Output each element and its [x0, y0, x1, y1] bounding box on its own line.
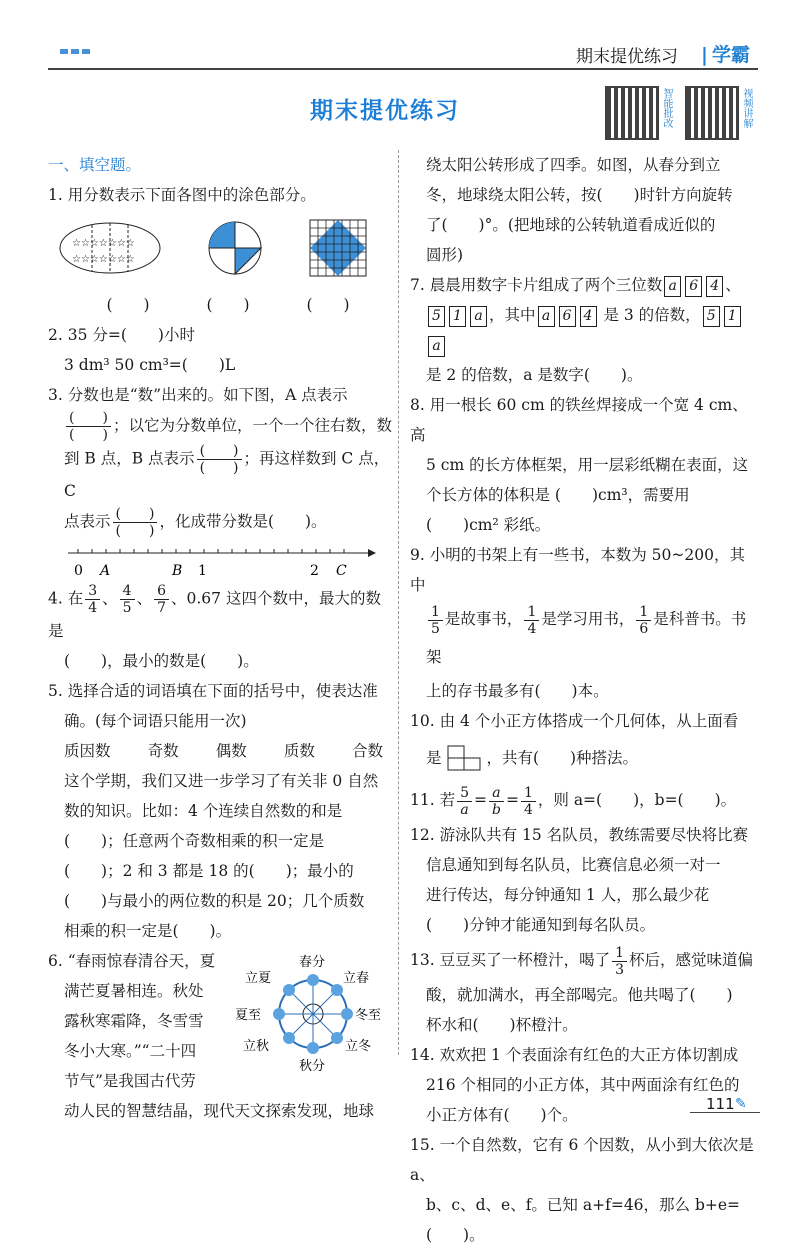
term-label: 立夏: [245, 971, 272, 986]
q12-line4: ( )分钟才能通知到每名队员。: [426, 916, 656, 934]
q9-text2: 是学习用书，: [541, 610, 635, 628]
term-label: 立春: [343, 971, 370, 986]
term-label: 立冬: [345, 1039, 372, 1054]
digit-card: a: [664, 276, 681, 297]
number-line: [48, 543, 393, 583]
digit-card: 5: [428, 306, 445, 327]
qr-code-video[interactable]: [685, 86, 739, 140]
digit-card: 4: [580, 306, 597, 327]
term-label: 秋分: [299, 1059, 326, 1074]
term-label: 夏至: [235, 1008, 262, 1023]
q3-blank-fraction[interactable]: $\frac{( )}{( )}$: [113, 506, 158, 539]
q4-line1a: 4. 在: [48, 589, 84, 608]
q5-line6: ( )；2 和 3 都是 18 的( )；最小的: [64, 862, 354, 880]
star-marks: ☆☆☆☆☆☆☆: [72, 238, 135, 249]
q1-figures: [48, 210, 393, 290]
q15-line2: b、c、d、e、f。已知 a+f=46，那么 b+e=( )。: [426, 1196, 741, 1244]
q5-line8: 相乘的积一定是( )。: [64, 922, 232, 940]
q14-line2: 216 个相同的小正方体，其中两面涂有红色的: [426, 1076, 740, 1094]
q13-line2: 酸，就加满水，再全部喝完。他共喝了( ): [426, 986, 733, 1004]
term-label: 冬至: [355, 1008, 382, 1023]
fraction: $\frac{3}{4}$: [85, 583, 100, 616]
q8-line3: 个长方体的体积是 ( )cm³，需要用: [426, 486, 690, 504]
digit-card: 6: [685, 276, 702, 297]
q3-line4a: 点表示: [64, 512, 111, 531]
page-title: 期末提优练习: [310, 98, 460, 124]
header-rule: [48, 68, 758, 70]
fraction: $\frac{a}{b}$: [489, 785, 504, 818]
q15-line1: 15. 一个自然数，它有 6 个因数，从小到大依次是 a、: [410, 1136, 754, 1184]
q11-text-b: ，则 a=( )，b=( )。: [537, 791, 737, 809]
top-view-shape: [446, 744, 486, 774]
star-marks: ☆☆☆☆☆☆☆: [72, 254, 135, 265]
fraction: $\frac{1}{5}$: [428, 604, 443, 637]
word-option: 奇数: [147, 742, 179, 760]
term-label: 立秋: [243, 1039, 270, 1054]
digit-card: 1: [724, 306, 741, 327]
q4-line2: ( )，最小的数是( )。: [64, 652, 259, 670]
q6-line6: 动人民的智慧结晶，现代天文探索发现，地球: [64, 1102, 375, 1120]
circle-shade-1: [209, 222, 235, 248]
q10-line2b: ，共有( )种搭法。: [486, 749, 639, 767]
q7-line1a: 7. 晨晨用数字卡片组成了两个三位数: [410, 276, 663, 294]
q4-line1b: 、0.67 这四个数中，最大的数是: [48, 589, 381, 640]
q5-line4: 数的知识。比如：4 个连续自然数的和是: [64, 802, 343, 820]
q13-line1a: 13. 豆豆买了一杯橙汁，喝了: [410, 951, 611, 969]
q6-line5: 节气”是我国古代劳: [64, 1072, 196, 1090]
digit-card: a: [538, 306, 555, 327]
qr-label-video: 视频讲解: [741, 88, 752, 128]
fraction: $\frac{4}{5}$: [120, 583, 135, 616]
q6-line1: 6. “春雨惊春清谷天，夏: [48, 952, 216, 970]
term-label: 春分: [299, 955, 326, 970]
q9-line3: 上的存书最多有( )本。: [426, 682, 609, 700]
q6-line2: 满芒夏暑相连。秋处: [64, 982, 204, 1000]
q1-answer-blank[interactable]: ( ): [206, 296, 250, 314]
tick-0: 0: [74, 563, 83, 579]
tick-A: A: [100, 563, 111, 579]
q5-line5: ( )；任意两个奇数相乘的积一定是: [64, 832, 325, 850]
digit-card: a: [428, 336, 445, 357]
q14-line3: 小正方体有( )个。: [426, 1106, 578, 1124]
q7-line3: 是 2 的倍数，a 是数字( )。: [426, 366, 643, 384]
fraction: $\frac{5}{a}$: [457, 785, 472, 818]
q5-line1: 5. 选择合适的词语填在下面的括号中，使表达准: [48, 682, 378, 700]
q8-line1: 8. 用一根长 60 cm 的铁丝焊接成一个宽 4 cm、高: [410, 396, 748, 444]
column-divider: [398, 150, 400, 1055]
section-heading: 一、填空题。: [48, 156, 142, 174]
q5-line7: ( )与最小的两位数的积是 20；几个质数: [64, 892, 365, 910]
fraction: $\frac{1}{4}$: [524, 604, 539, 637]
q12-line2: 信息通知到每名队员，比赛信息必须一对一: [426, 856, 721, 874]
q8-line4: ( )cm² 彩纸。: [426, 516, 551, 534]
left-column: 一、填空题。 1. 用分数表示下面各图中的涂色部分。 ☆☆☆☆☆☆☆ ☆☆☆☆☆☆☆ ( ) ( ) ( ) 2. 35 分=( )小时 3 dm³ 50 cm³=( )L 3. 分数也是“数”出来的。如下图，A 点表示 $\frac{( )}{( )}$ ；以它为分数单位，一个一个往右数，数 到 B 点，B 点表示 $\frac{( )}{( )}$ ；再这样数到 C 点，C 点表示 $\frac{( )}{( )}$ ，化成带分数是( )。 0 A B 1 2 C 4. 在 $\frac{3}{4}$ 、 $\frac{4}{5}$ 、 $\frac{6}{7}$ 、0.67 这四个数中，最大的数是 ( )，最小的数是( )。 5. 选择合适的词语填在下面的括号中，使表达准 确。(每个词语只能用一次) 质因数 奇数 偶数 质数 合数 这个学期，我们又进一步学习了有关非 0 自然 数的知识。比如：4 个连续自然数的和是 ( )；任意两个奇数相乘的积一定是 ( )；2 和 3 都是 18 的( )；最小的 ( )与最小的两位数的积是 20；几个质数 相乘的积一定是( )。 6. “春雨惊春清谷天，夏 满芒夏暑相连。秋处 露秋寒霜降，冬雪雪 冬小大寒。”“二十四 节气”是我国古代劳 春分 立春 冬至 立冬 秋分 立秋 夏至 立夏 动人民的智慧结晶，现代天文探索发现，地球: [48, 150, 393, 1126]
tick-2: 2: [310, 563, 319, 579]
q6-right-line3: 了( )°。(把地球的公转轨道看成近似的: [426, 216, 716, 234]
q1-answer-blank[interactable]: ( ): [106, 296, 150, 314]
q1-answers: [78, 290, 378, 320]
tick-1: 1: [198, 563, 207, 579]
brand-logo: | 学霸: [701, 40, 750, 67]
q5-line2: 确。(每个词语只能用一次): [64, 712, 247, 730]
q11-text-a: 11. 若: [410, 791, 456, 809]
q6-right-line4: 圆形): [426, 246, 464, 264]
right-column: 绕太阳公转形成了四季。如图，从春分到立 冬，地球绕太阳公转，按( )时针方向旋转 了( )°。(把地球的公转轨道看成近似的 圆形) 7. 晨晨用数字卡片组成了两个三位数 a 6 4 、 5 1 a ，其中 a 6 4 是 3 的倍数， 5 1a 是 2 的倍数，a 是数字( )。 8. 用一根长 60 cm 的铁丝焊接成一个宽 4 cm、高 5 cm 的长方体框架，用一层彩纸糊在表面，这 个长方体的体积是 ( )cm³，需要用 ( )cm² 彩纸。 9. 小明的书架上有一些书，本数为 50~200，其中 $\frac{1}{5}$ 是故事书， $\frac{1}{4}$ 是学习用书， $\frac{1}{6}$ 是科普书。书架 上的存书最多有( )本。 10. 由 4 个小正方体搭成一个几何体，从上面看 是 ，共有( )种搭法。 11. 若 $\frac{5}{a}$ = $\frac{a}{b}$ = $\frac{1}{4}$ ，则 a=( )，b=( )。 12. 游泳队共有 15 名队员，教练需要尽快将比赛 信息通知到每名队员，比赛信息必须一对一 进行传达，每分钟通知 1 人，那么最少花 ( )分钟才能通知到每名队员。 13. 豆豆买了一杯橙汁，喝了 $\frac{1}{3}$ 杯后，感觉味道偏 酸，就加满水，再全部喝完。他共喝了( ) 杯水和( )杯橙汁。 14. 欢欢把 1 个表面涂有红色的大正方体切割成 216 个相同的小正方体，其中两面涂有红色的 小正方体有( )个。 15. 一个自然数，它有 6 个因数，从小到大依次是 a、 b、c、d、e、f。已知 a+f=46，那么 b+e=( )。: [410, 150, 755, 1250]
tick-B: B: [172, 563, 183, 579]
q9-line1: 9. 小明的书架上有一些书，本数为 50~200，其中: [410, 546, 745, 594]
q1-answer-blank[interactable]: ( ): [306, 296, 350, 314]
digit-card: a: [470, 306, 487, 327]
number-line-ticks: [78, 549, 344, 553]
q2-line1: 2. 35 分=( )小时: [48, 326, 195, 344]
fraction: $\frac{1}{6}$: [636, 604, 651, 637]
digit-card: 1: [449, 306, 466, 327]
q3-blank-fraction[interactable]: $\frac{( )}{( )}$: [66, 410, 111, 443]
digit-card: 5: [703, 306, 720, 327]
qr-code-grading[interactable]: [605, 86, 659, 140]
q13-line3: 杯水和( )杯橙汁。: [426, 1016, 578, 1034]
solar-terms-diagram: [233, 946, 393, 1076]
fraction: $\frac{1}{4}$: [521, 785, 536, 818]
q3-line3b: ；再这样数到 C 点，C: [64, 449, 390, 500]
pencil-icon: ✎: [735, 1096, 747, 1112]
page-header: [48, 40, 768, 74]
q6-right-line1: 绕太阳公转形成了四季。如图，从春分到立: [426, 156, 721, 174]
digit-card: 6: [559, 306, 576, 327]
q6-line4: 冬小大寒。”“二十四: [64, 1042, 197, 1060]
q9-text1: 是故事书，: [444, 610, 523, 628]
page-number: 111: [706, 1095, 735, 1113]
q10-line1: 10. 由 4 个小正方体搭成一个几何体，从上面看: [410, 712, 739, 730]
q6-line3: 露秋寒霜降，冬雪雪: [64, 1012, 204, 1030]
number-line-svg: [48, 543, 378, 583]
q3-line2: ；以它为分数单位，一个一个往右数，数: [112, 416, 392, 435]
word-option: 质数: [283, 742, 315, 760]
q2-line2: 3 dm³ 50 cm³=( )L: [64, 356, 236, 374]
q7-line1b: 、: [725, 276, 741, 294]
q3-line4b: ，化成带分数是( )。: [159, 512, 327, 531]
q6-block: [48, 946, 393, 1096]
word-option: 合数: [351, 742, 383, 760]
header-title: 期末提优练习: [576, 47, 678, 67]
q5-line3: 这个学期，我们又进一步学习了有关非 0 自然: [64, 772, 379, 790]
q8-line2: 5 cm 的长方体框架，用一层彩纸糊在表面，这: [426, 456, 749, 474]
q13-line1b: 杯后，感觉味道偏: [629, 951, 754, 969]
q12-line1: 12. 游泳队共有 15 名队员，教练需要尽快将比赛: [410, 826, 749, 844]
q9-text3: 是科普书。书架: [426, 610, 747, 666]
q1-text: 1. 用分数表示下面各图中的涂色部分。: [48, 186, 316, 204]
q12-line3: 进行传达，每分钟通知 1 人，那么最少花: [426, 886, 710, 904]
fraction: $\frac{1}{3}$: [612, 945, 627, 978]
word-option: 质因数: [64, 742, 111, 760]
fraction: $\frac{6}{7}$: [154, 583, 169, 616]
digit-card: 4: [706, 276, 723, 297]
qr-label-grading: 智能批改: [661, 88, 672, 128]
q1-figures-svg: [48, 210, 393, 290]
q6-right-line2: 冬，地球绕太阳公转，按( )时针方向旋转: [426, 186, 733, 204]
q7-line2b: 是 3 的倍数，: [603, 306, 701, 324]
q7-line2a: ，其中: [489, 306, 536, 324]
q3-blank-fraction[interactable]: $\frac{( )}{( )}$: [197, 443, 242, 476]
q3-line1: 3. 分数也是“数”出来的。如下图，A 点表示: [48, 386, 348, 404]
q3-line3a: 到 B 点，B 点表示: [64, 449, 195, 468]
header-decoration: [60, 49, 90, 54]
q14-line1: 14. 欢欢把 1 个表面涂有红色的大正方体切割成: [410, 1046, 739, 1064]
word-option: 偶数: [215, 742, 247, 760]
q5-word-bank: [48, 736, 393, 766]
q10-line2a: 是: [426, 749, 442, 767]
tick-C: C: [336, 563, 347, 579]
